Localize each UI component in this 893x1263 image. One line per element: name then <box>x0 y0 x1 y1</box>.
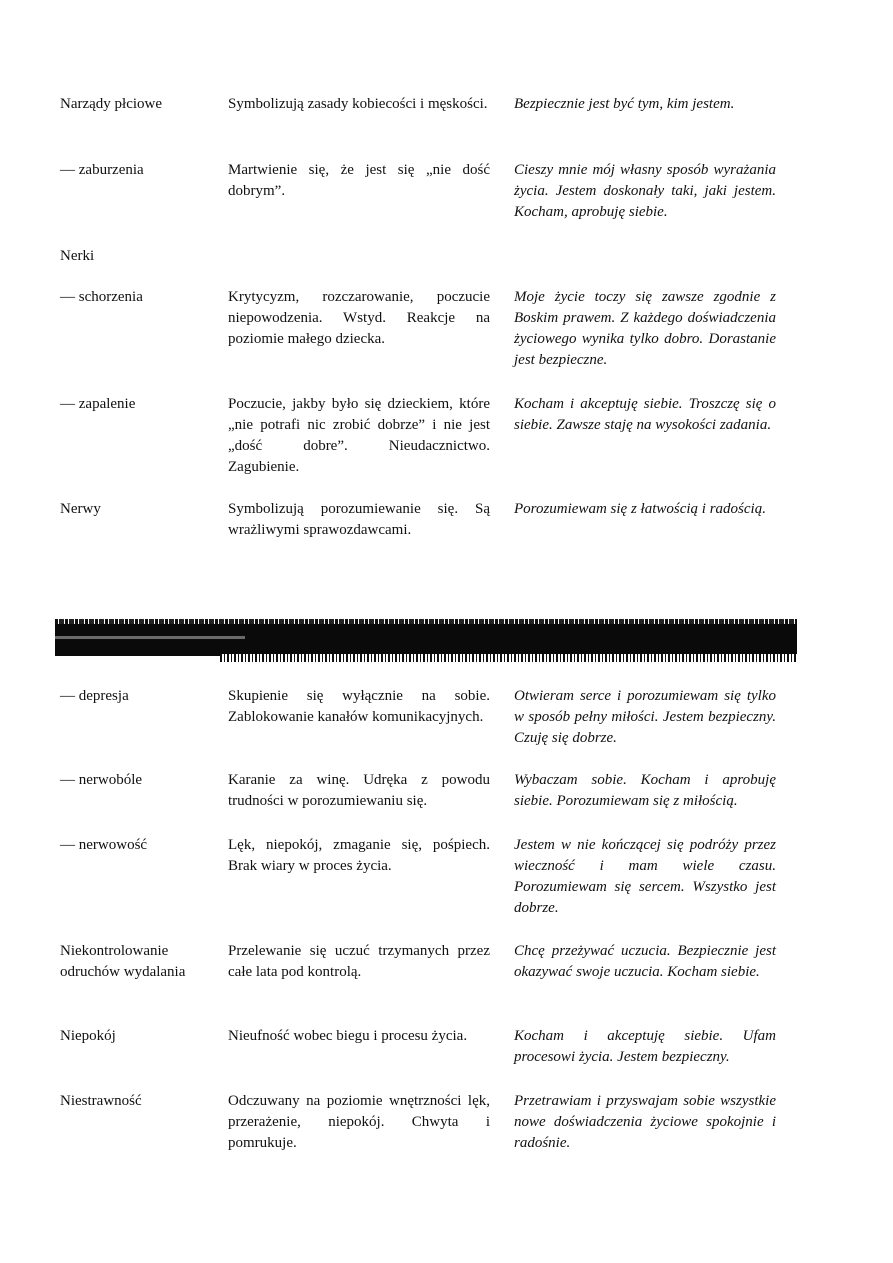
affirmation: Bezpiecznie jest być tym, kim jestem. <box>514 96 735 112</box>
term: Nerwy <box>60 501 101 517</box>
term: Narządy płciowe <box>60 96 163 112</box>
cause: Symbolizują zasady kobiecości i męskości. <box>228 96 488 112</box>
term: — depresja <box>60 688 129 704</box>
term: Niestrawność <box>60 1093 142 1109</box>
cause: Martwienie się, że jest się „nie dość dobrym”. <box>228 162 490 199</box>
affirmation: Kocham i akceptuję siebie. Ufam procesowi życia. Jestem bezpieczny. <box>514 1028 776 1065</box>
affirmation: Porozumiewam się z łatwością i radością. <box>514 501 766 517</box>
affirmation: Cieszy mnie mój własny sposób wyrażania życia. Jestem doskonały taki, jaki jestem. Kocham, aprobuję siebie. <box>514 162 776 220</box>
affirmation: Jestem w nie kończącej się podróży przez wieczność i mam wiele czasu. Porozumiewam się sercem. Wszystko jest dobrze. <box>514 837 776 916</box>
affirmation: Otwieram serce i porozumiewam się tylko w sposób pełny miłości. Jestem bezpieczny. Czuję się dobrze. <box>514 688 776 746</box>
cause: Odczuwany na poziomie wnętrzności lęk, przerażenie, niepokój. Chwyta i pomrukuje. <box>228 1093 490 1151</box>
affirmation: Kocham i akceptuję siebie. Troszczę się o siebie. Zawsze staję na wysokości zadania. <box>514 396 776 433</box>
cause: Lęk, niepokój, zmaganie się, pośpiech. Brak wiary w proces życia. <box>228 837 490 874</box>
term: — zaburzenia <box>60 162 144 178</box>
term: Niepokój <box>60 1028 116 1044</box>
term: — nerwowość <box>60 837 148 853</box>
cause: Przelewanie się uczuć trzymanych przez całe lata pod kontrolą. <box>228 943 490 980</box>
affirmation: Wybaczam sobie. Kocham i aprobuję siebie. Porozumiewam się z miłością. <box>514 772 776 809</box>
affirmation: Moje życie toczy się zawsze zgodnie z Boskim prawem. Z każdego doświadczenia życiowego wynika tylko dobro. Dorastanie jest bezpieczne. <box>514 289 776 368</box>
scan-artifact-streak <box>55 636 245 639</box>
cause: Skupienie się wyłącznie na sobie. Zablokowanie kanałów komunikacyjnych. <box>228 688 490 725</box>
term: — nerwobóle <box>60 772 143 788</box>
scan-artifact-bar <box>55 624 797 656</box>
term: — schorzenia <box>60 289 143 305</box>
affirmation: Przetrawiam i przyswajam sobie wszystkie nowe doświadczenia życiowe spokojnie i radośnie. <box>514 1093 776 1151</box>
term: — zapalenie <box>60 396 136 412</box>
cause: Karanie za winę. Udręka z powodu trudności w porozumiewaniu się. <box>228 772 490 809</box>
term: Nerki <box>60 248 95 264</box>
cause: Poczucie, jakby było się dzieckiem, które „nie potrafi nic zrobić dobrze” i nie jest „dość dobre”. Nieudacznictwo. Zagubienie. <box>228 396 490 475</box>
cause: Nieufność wobec biegu i procesu życia. <box>228 1028 468 1044</box>
term: Niekontrolowanie odruchów wydalania <box>60 943 186 980</box>
cause: Symbolizują porozumiewanie się. Są wrażliwymi sprawozdawcami. <box>228 501 490 538</box>
affirmation: Chcę przeżywać uczucia. Bezpiecznie jest okazywać swoje uczucia. Kocham siebie. <box>514 943 776 980</box>
cause: Krytycyzm, rozczarowanie, poczucie niepowodzenia. Wstyd. Reakcje na poziomie małego dziecka. <box>228 289 490 347</box>
scan-artifact-bottom <box>220 654 797 662</box>
